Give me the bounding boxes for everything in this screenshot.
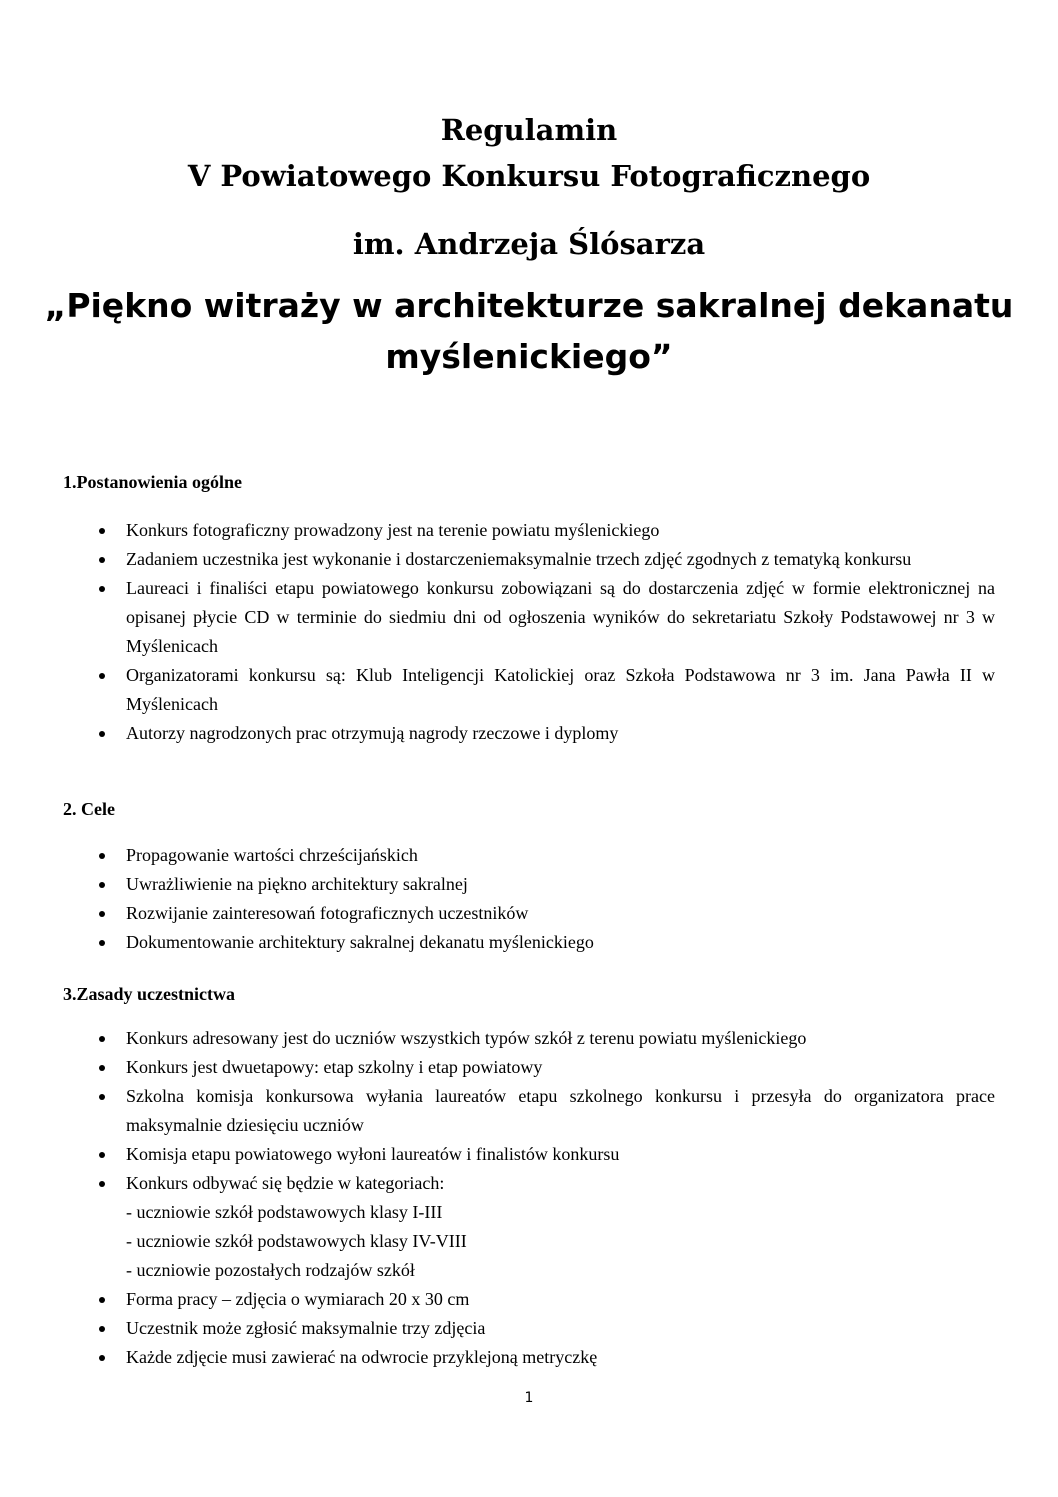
bullet-icon — [99, 1094, 105, 1100]
list-item — [95, 928, 995, 957]
category-item: - uczniowie szkół podstawowych klasy I-III — [126, 1202, 443, 1222]
list-item-text: Uwrażliwienie na piękno architektury sakralnej — [126, 874, 468, 894]
bullet-icon — [99, 1152, 105, 1158]
list-item — [95, 545, 995, 574]
list-item — [95, 516, 995, 545]
bullet-icon — [99, 1036, 105, 1042]
page-number: 1 — [524, 1390, 534, 1406]
bullet-icon — [99, 911, 105, 917]
list-item-text: Komisja etapu powiatowego wyłoni laureatów i finalistów konkursu — [126, 1144, 620, 1164]
list-item-text: Zadaniem uczestnika jest wykonanie i dostarczeniemaksymalnie trzech zdjęć zgodnych z tematyką konkursu — [126, 549, 912, 569]
list-item-text: Forma pracy – zdjęcia o wymiarach 20 x 30 cm — [126, 1289, 470, 1309]
contest-theme-line2: myślenickiego” — [385, 337, 673, 376]
category-item: - uczniowie pozostałych rodzajów szkół — [126, 1260, 415, 1280]
contest-theme-line1: „Piękno witraży w architekturze sakralnej dekanatu — [44, 286, 1014, 325]
list-item-text: Dokumentowanie architektury sakralnej dekanatu myślenickiego — [126, 932, 594, 952]
list-item-text: Uczestnik może zgłosić maksymalnie trzy zdjęcia — [126, 1318, 486, 1338]
list-item — [95, 841, 995, 870]
list-item — [95, 1140, 995, 1169]
bullet-icon — [99, 1181, 105, 1187]
section-heading-goals: 2. Cele — [63, 799, 115, 819]
list-item-text: Rozwijanie zainteresowań fotograficznych uczestników — [126, 903, 529, 923]
list-item-text: Szkolna komisja konkursowa wyłania laureatów etapu szkolnego konkursu i przesyła do organizatora prace maksymalnie dziesięciu uczniów — [126, 1086, 995, 1135]
list-item-text: Konkurs odbywać się będzie w kategoriach: — [126, 1173, 445, 1193]
list-item-text: Każde zdjęcie musi zawierać na odwrocie przyklejoną metryczkę — [126, 1347, 598, 1367]
list-item-text: Propagowanie wartości chrześcijańskich — [126, 845, 418, 865]
category-item: - uczniowie szkół podstawowych klasy IV-VIII — [126, 1231, 467, 1251]
goals-list — [95, 841, 995, 957]
document-title: Regulamin — [440, 113, 618, 147]
general-provisions-list — [95, 516, 995, 748]
list-item — [95, 1024, 995, 1053]
contest-name: V Powiatowego Konkursu Fotograficznego — [187, 159, 871, 193]
bullet-icon — [99, 731, 105, 737]
list-item-text: Organizatorami konkursu są: Klub Inteligencji Katolickiej oraz Szkoła Podstawowa nr 3 im. Jana Pawła II w Myślenicach — [126, 665, 995, 714]
list-item — [95, 661, 995, 719]
bullet-icon — [99, 882, 105, 888]
list-item — [95, 1053, 995, 1082]
bullet-icon — [99, 1355, 105, 1361]
list-item — [95, 1169, 995, 1285]
bullet-icon — [99, 940, 105, 946]
list-item — [95, 1314, 995, 1343]
bullet-icon — [99, 1065, 105, 1071]
list-item — [95, 1285, 995, 1314]
list-item — [95, 574, 995, 661]
bullet-icon — [99, 586, 105, 592]
list-item-text: Laureaci i finaliści etapu powiatowego konkursu zobowiązani są do dostarczenia zdjęć w formie elektronicznej na opisanej płycie CD w terminie do siedmiu dni od ogłoszenia wyników do sekretariatu Szkoły Podstawowej nr 3 w Myślenicach — [126, 578, 995, 656]
bullet-icon — [99, 673, 105, 679]
participation-rules-list — [95, 1024, 995, 1372]
bullet-icon — [99, 528, 105, 534]
bullet-icon — [99, 1297, 105, 1303]
list-item — [95, 1082, 995, 1140]
list-item — [95, 719, 995, 748]
list-item — [95, 1343, 995, 1372]
list-item-text: Konkurs fotograficzny prowadzony jest na terenie powiatu myślenickiego — [126, 520, 660, 540]
section-heading-general: 1.Postanowienia ogólne — [63, 472, 243, 492]
list-item-text: Konkurs jest dwuetapowy: etap szkolny i etap powiatowy — [126, 1057, 543, 1077]
list-item — [95, 870, 995, 899]
list-item-text: Konkurs adresowany jest do uczniów wszystkich typów szkół z terenu powiatu myślenickiego — [126, 1028, 807, 1048]
list-item — [95, 899, 995, 928]
bullet-icon — [99, 1326, 105, 1332]
contest-patron: im. Andrzeja Ślósarza — [352, 227, 706, 261]
bullet-icon — [99, 853, 105, 859]
list-item-text: Autorzy nagrodzonych prac otrzymują nagrody rzeczowe i dyplomy — [126, 723, 619, 743]
section-heading-participation: 3.Zasady uczestnictwa — [63, 984, 235, 1004]
bullet-icon — [99, 557, 105, 563]
